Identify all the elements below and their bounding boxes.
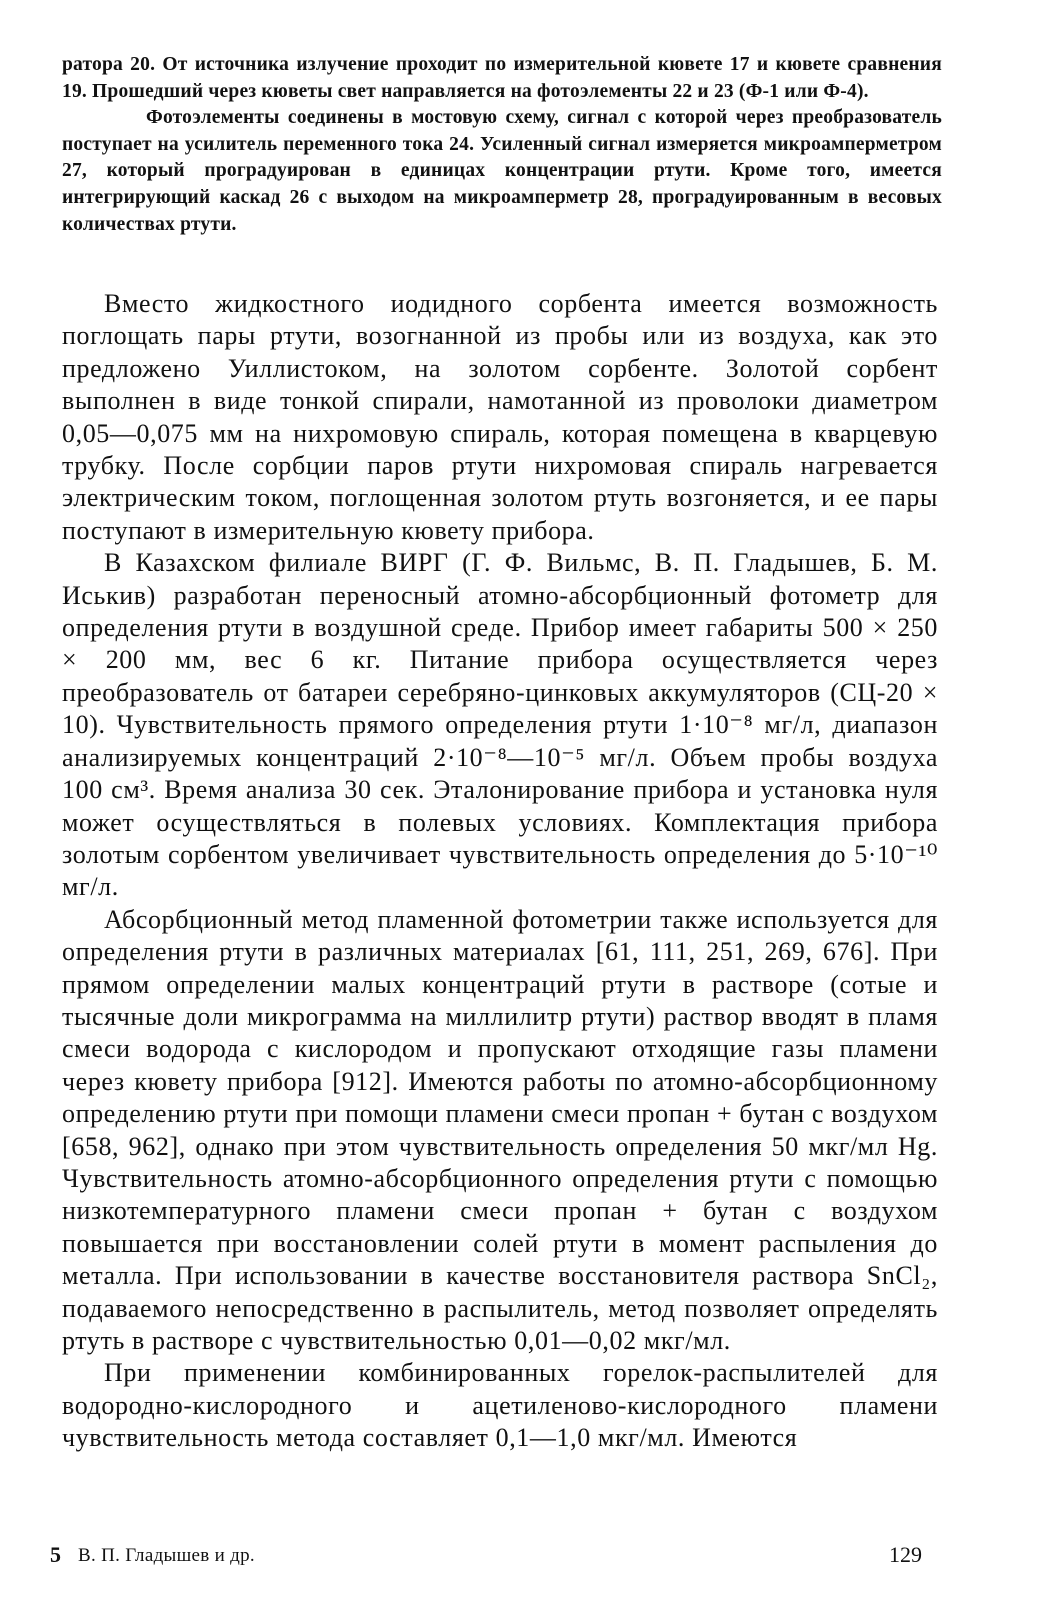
paragraph-6: При применении комбинированных горелок-распылителей для водородно-кислородного и ацетиленово-кислородного пламени чувствительность метода составляет 0,1—1,0 мкг/мл. Имеются — [62, 1358, 938, 1453]
signature-mark: 5 — [50, 1542, 61, 1567]
main-text-block — [62, 288, 938, 1455]
small-print-block — [62, 52, 942, 238]
page-footer — [50, 1542, 930, 1572]
paragraph-1: ратора 20. От источника излучение проходит по измерительной кювете 17 и кювете сравнения 19. Прошедший через кюветы свет направляется на фотоэлементы 22 и 23 (Ф-1 или Ф-4). — [62, 54, 942, 102]
signature-text: В. П. Гладышев и др. — [78, 1545, 255, 1566]
paragraph-5: Абсорбционный метод пламенной фотометрии также используется для определения ртути в различных материалах [61, 111, 251, 269, 676]. При прямом определении малых концентраций ртути в растворе (сотые и тысячные доли микрограмма на миллилитр ртути) раствор вводят в пламя смеси водорода с кислородом и пропускают отходящие газы пламени через кювету прибора [912]. Имеются работы по атомно-абсорбционному определению ртути при помощи пламени смеси пропан + бутан с воздухом [658, 962], однако при этом чувствительность определения 50 мкг/мл Hg. Чувствительность атомно-абсорбционного определения ртути с помощью низкотемпературного пламени смеси пропан + бутан с воздухом повышается при восстановлении солей ртути в момент распыления до металла. При использовании в качестве восстановителя раствора SnCl₂, подаваемого непосредственно в распылитель, метод позволяет определять ртуть в растворе с чувствительностью 0,01—0,02 мкг/мл. — [62, 904, 938, 1355]
page-number: 129 — [889, 1542, 922, 1567]
paragraph-4: В Казахском филиале ВИРГ (Г. Ф. Вильмс, В. П. Гладышев, Б. М. Иськив) разработан переносный атомно-абсорбционный фотометр для определения ртути в воздушной среде. Прибор имеет габариты 500 × 250 × 200 мм, вес 6 кг. Питание прибора осуществляется через преобразователь от батареи серебряно-цинковых аккумуляторов (СЦ-20 × 10). Чувствительность прямого определения ртути 1·10⁻⁸ мг/л, диапазон анализируемых концентраций 2·10⁻⁸—10⁻⁵ мг/л. Объем пробы воздуха 100 см³. Время анализа 30 сек. Эталонирование прибора и установка нуля может осуществляться в полевых условиях. Комплектация прибора золотым сорбентом увеличивает чувствительность определения до 5·10⁻¹⁰ мг/л. — [62, 548, 938, 902]
paragraph-3: Вместо жидкостного иодидного сорбента имеется возможность поглощать пары ртути, возогнанной из пробы или из воздуха, как это предложено Уиллистоком, на золотом сорбенте. Золотой сорбент выполнен в виде тонкой спирали, намотанной из проволоки диаметром 0,05—0,075 мм на нихромовую спираль, которая помещена в кварцевую трубку. После сорбции паров ртути нихромовая спираль нагревается электрическим током, поглощенная золотом ртуть возгоняется, и ее пары поступают в измерительную кювету прибора. — [62, 289, 938, 545]
paragraph-2: Фотоэлементы соединены в мостовую схему, сигнал с которой через преобразователь поступает на усилитель переменного тока 24. Усиленный сигнал измеряется микроамперметром 27, который проградуирован в единицах концентрации ртути. Кроме того, имеется интегрирующий каскад 26 с выходом на микроамперметр 28, проградуированным в весовых количествах ртути. — [62, 107, 942, 235]
